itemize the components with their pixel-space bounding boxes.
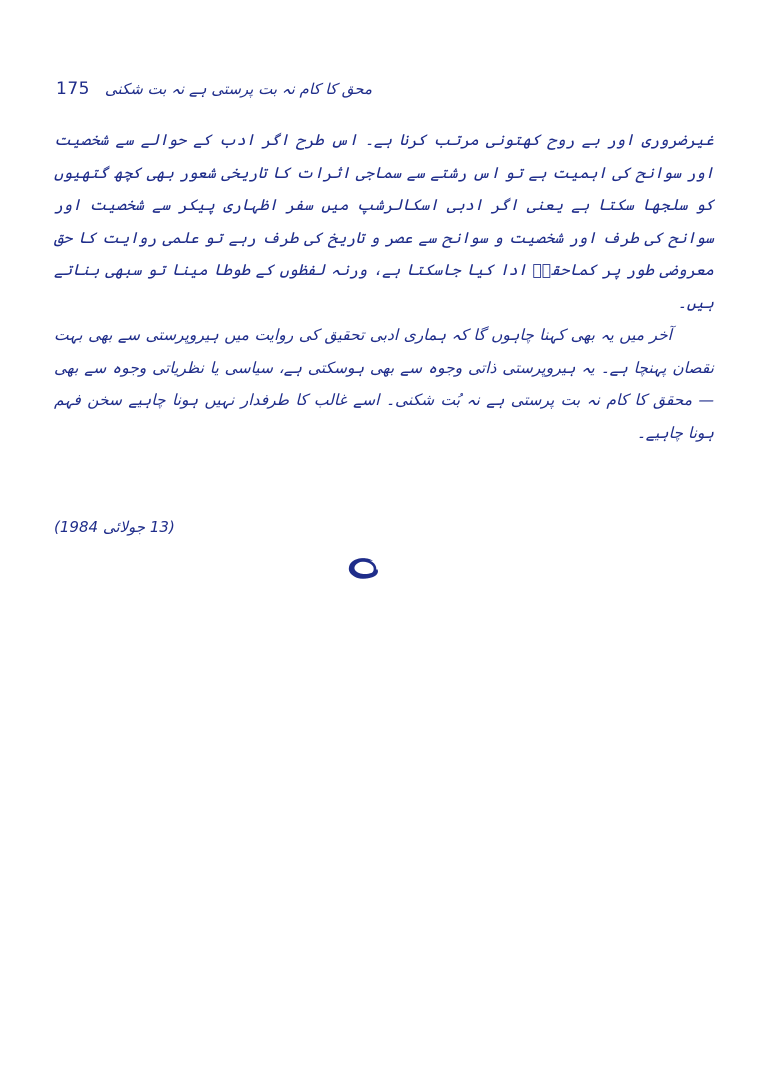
paragraph: آخر میں یہ بھی کہنا چاہوں گا کہ ہماری ادبی تحقیق کی روایت میں ہیروپرستی سے بھی بہت نقصان پہنچا ہے۔ یہ ہیروپرستی ذاتی وجوہ سے بھی ہوسکتی ہے، سیاسی یا نظریاتی وجوہ سے بھی — محقق کا کام نہ بت پرستی ہے نہ بُت شکنی۔ اسے غالب کا طرفدار نہیں ہونا چاہیے سخن فہم ہونا چاہیے۔: [54, 326, 714, 442]
end-of-article-circle-icon: [345, 556, 381, 582]
paragraph: غیرضروری اور بے روح کھتونی مرتب کرنا ہے۔ اس طرح اگر ادب کے حوالے سے شخصیت اور سوانح کی اہمیت ہے تو اس رشتے سے سماجی اثرات کا تاریخی شعور بھی کچھ گتھیوں کو سلجھا سکتا ہے یعنی اگر ادبی اسکالرشپ میں سفر اظہاری پیکر سے شخصیت اور سوانح کی طرف اور شخصیت و سوانح سے عصر و تاریخ کی طرف رہے تو علمی روایت کا حق معروضی طور پر کماحقہٗ ادا کیا جاسکتا ہے، ورنہ لفظوں کے طوطا مینا تو سبھی بناتے ہیں۔: [54, 131, 714, 312]
running-title: محق کا کام نہ بت پرستی ہے نہ بت شکنی: [104, 80, 372, 98]
page-header: [56, 74, 372, 104]
date-line: (13 جولائی 1984): [54, 518, 175, 536]
page-number: 175: [56, 79, 90, 99]
article-body: [54, 124, 714, 449]
